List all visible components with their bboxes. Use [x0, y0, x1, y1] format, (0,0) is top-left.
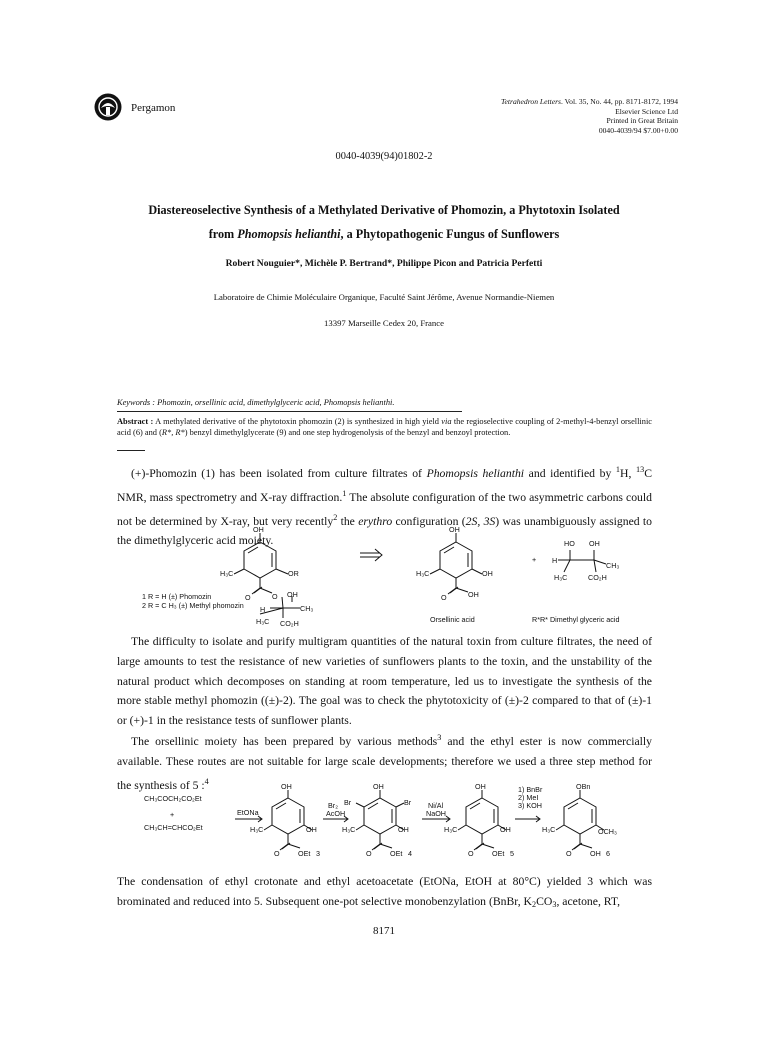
svg-text:H₃C: H₃C	[554, 573, 568, 582]
svg-text:H₃C: H₃C	[250, 825, 264, 834]
svg-text:OH: OH	[253, 526, 264, 534]
svg-text:OH: OH	[589, 539, 600, 548]
svg-text:OH: OH	[500, 825, 511, 834]
svg-text:6: 6	[606, 849, 610, 858]
title-line-2: from Phomopsis helianthi, a Phytopathogenic Fungus of Sunflowers	[208, 227, 560, 241]
svg-text:OH: OH	[287, 590, 298, 599]
svg-text:EtONa: EtONa	[237, 808, 259, 817]
svg-text:CH₃: CH₃	[606, 561, 620, 570]
abstract: Abstract : A methylated derivative of the phytotoxin phomozin (2) is synthesized in high yield via the regioselective coupling of 2-methyl-4-benzyl orsellinic acid (6) and (R*, R*) benzyl dimethylglycerate (9) and one step hydrogenolysis of the benzyl and benzoyl protection.	[117, 417, 652, 437]
abstract-rule	[117, 450, 145, 451]
svg-text:Ni/Al: Ni/Al	[428, 801, 444, 810]
svg-text:CH₃: CH₃	[300, 604, 314, 613]
svg-text:CO₂H: CO₂H	[588, 573, 607, 582]
svg-text:+: +	[170, 810, 175, 819]
svg-text:O: O	[366, 849, 372, 858]
svg-text:O: O	[274, 849, 280, 858]
svg-text:OH: OH	[475, 784, 486, 791]
paragraph-1: (+)-Phomozin (1) has been isolated from culture filtrates of Phomopsis helianthi and identified by $^1$H, $^{13}$C NMR, mass spectrometry and X-ray diffraction.$^1$ The absolute configuration of the two asymmetric carbons could not be determined by X-ray, but very recently$^2$ the erythro configuration (2S, 3S) was unambiguously assigned to the dimethylglyceric acid moiety.	[117, 465, 653, 548]
keywords	[117, 398, 457, 409]
svg-text:H: H	[552, 556, 558, 565]
affiliation-line-1: Laboratoire de Chimie Moléculaire Organique, Faculté Saint Jérôme, Avenue Normandie-Niemen	[213, 292, 555, 302]
abstract-label: Abstract :	[117, 417, 154, 426]
svg-text:H₃C: H₃C	[444, 825, 458, 834]
svg-text:3: 3	[316, 849, 320, 858]
svg-text:OCH₃: OCH₃	[598, 827, 617, 836]
publisher-line: Elsevier Science Ltd	[615, 106, 678, 116]
journal-citation: . Vol. 35, No. 44, pp. 8171-8172, 1994	[560, 97, 678, 106]
svg-text:5: 5	[510, 849, 514, 858]
svg-text:Br: Br	[404, 798, 412, 807]
svg-text:OR: OR	[288, 569, 299, 578]
pergamon-logo-icon	[93, 92, 123, 122]
label-orsellinic: Orsellinic acid	[430, 615, 475, 624]
svg-text:OH: OH	[398, 825, 409, 834]
page-number: 8171	[373, 925, 395, 937]
svg-text:CH₃COCH₂CO₂Et: CH₃COCH₂CO₂Et	[144, 794, 202, 803]
scheme-2	[140, 784, 640, 868]
paragraph-3: The orsellinic moiety has been prepared by various methods$^3$ and the ethyl ester is now commercially available. These routes are not suitable for large scale developments; therefore we used a three step method for the synthesis of 5 :$^4$	[117, 733, 652, 792]
svg-text:OH: OH	[590, 849, 601, 858]
svg-text:H₃C: H₃C	[416, 569, 430, 578]
doi-code: 0040-4039(94)01802-2	[335, 151, 433, 162]
keywords-label: Keywords :	[117, 398, 156, 407]
price-code: 0040-4039/94 $7.00+0.00	[598, 125, 678, 135]
svg-text:NaOH: NaOH	[426, 809, 446, 818]
publisher-logo	[93, 92, 123, 122]
scheme-legend-2: 2 R = C H₃ (±) Methyl phomozin	[142, 601, 244, 610]
svg-text:OBn: OBn	[576, 784, 591, 791]
svg-text:O: O	[272, 592, 278, 601]
svg-text:HO: HO	[564, 539, 575, 548]
title-line-1: Diastereoselective Synthesis of a Methylated Derivative of Phomozin, a Phytotoxin Isolated	[148, 203, 620, 217]
paper-title	[70, 198, 698, 246]
svg-text:AcOH: AcOH	[326, 809, 346, 818]
svg-text:OH: OH	[373, 784, 384, 791]
svg-text:OH: OH	[281, 784, 292, 791]
svg-text:O: O	[441, 593, 447, 602]
svg-text:O: O	[468, 849, 474, 858]
authors: Robert Nouguier*, Michèle P. Bertrand*, Philippe Picon and Patricia Perfetti	[225, 258, 543, 269]
svg-text:H₃C: H₃C	[542, 825, 556, 834]
printed-line: Printed in Great Britain	[606, 116, 678, 126]
paragraph-4: The condensation of ethyl crotonate and ethyl acetoacetate (EtONa, EtOH at 80°C) yielded 3 which was brominated and reduced into 5. Subsequent one-pot selective monobenzylation (BnBr, $K_2CO_3$, acetone, RT,	[117, 875, 652, 909]
svg-text:CO₂H: CO₂H	[280, 619, 299, 628]
svg-text:Br: Br	[344, 798, 352, 807]
svg-text:OH: OH	[449, 526, 460, 534]
svg-text:CH₃CH=CHCO₂Et: CH₃CH=CHCO₂Et	[144, 823, 203, 832]
svg-text:OH: OH	[468, 590, 479, 599]
svg-text:H₃C: H₃C	[256, 617, 270, 626]
publisher-name: Pergamon	[131, 102, 176, 114]
label-dimethylglyceric: R*R* Dimethyl glyceric acid	[532, 615, 620, 624]
svg-text:OEt: OEt	[492, 849, 505, 858]
svg-text:Br₂: Br₂	[328, 801, 338, 810]
svg-text:H₃C: H₃C	[342, 825, 356, 834]
scheme-legend-1: 1 R = H (±) Phomozin	[142, 592, 212, 601]
affiliation-line-2: 13397 Marseille Cedex 20, France	[324, 318, 444, 328]
scheme-1	[140, 526, 660, 628]
svg-text:4: 4	[408, 849, 412, 858]
svg-text:H: H	[260, 605, 266, 614]
svg-text:OEt: OEt	[390, 849, 403, 858]
svg-text:O: O	[245, 593, 251, 602]
svg-text:H₃C: H₃C	[220, 569, 234, 578]
svg-text:OH: OH	[482, 569, 493, 578]
svg-text:OH: OH	[306, 825, 317, 834]
svg-text:+: +	[532, 555, 537, 564]
keywords-rule	[117, 411, 462, 412]
svg-text:2) MeI: 2) MeI	[518, 793, 539, 802]
keywords-text: Phomozin, orsellinic acid, dimethylglyceric acid, Phomopsis helianthi.	[155, 398, 395, 407]
journal-header	[438, 97, 678, 135]
svg-text:O: O	[566, 849, 572, 858]
svg-text:1) BnBr: 1) BnBr	[518, 785, 543, 794]
journal-name: Tetrahedron Letters	[501, 97, 561, 106]
svg-text:3) KOH: 3) KOH	[518, 801, 542, 810]
paragraph-2: The difficulty to isolate and purify multigram quantities of the natural toxin from culture filtrates, the need of large amounts to test the resistance of new varieties of sunflowers plants to the toxin, and the unstability of the natural product which decomposes on standing at room temperature, led us to investigate the synthesis of the more stable methyl phomozin ((±)-2). The goal was to check the phytotoxicity of (±)-2 compared to that of (±)-1 or (+)-1 in the resistance tests of sunflower plants.	[117, 635, 652, 728]
svg-text:OEt: OEt	[298, 849, 311, 858]
